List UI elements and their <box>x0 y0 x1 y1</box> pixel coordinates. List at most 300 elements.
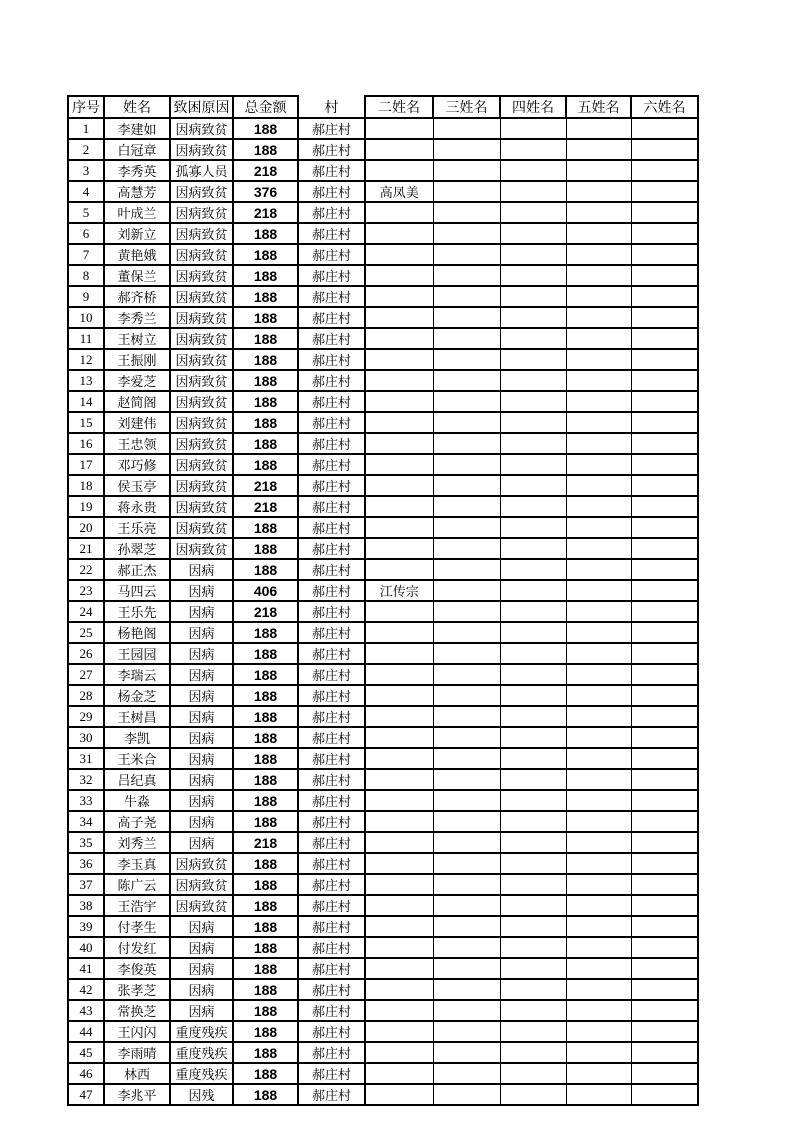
table-row <box>68 1084 698 1105</box>
cell-reason: 因病致贫 <box>170 181 233 202</box>
cell-reason: 孤寡人员 <box>170 160 233 181</box>
cell-village: 郝庄村 <box>298 832 365 853</box>
cell-name6 <box>631 979 698 1000</box>
cell-amount: 188 <box>233 685 298 706</box>
cell-name5 <box>566 244 631 265</box>
cell-name: 王振刚 <box>104 349 170 370</box>
cell-name6 <box>631 475 698 496</box>
cell-village: 郝庄村 <box>298 286 365 307</box>
cell-village: 郝庄村 <box>298 895 365 916</box>
cell-reason: 因病致贫 <box>170 139 233 160</box>
cell-name5 <box>566 664 631 685</box>
cell-name5 <box>566 349 631 370</box>
table-row <box>68 769 698 790</box>
cell-name3 <box>433 370 500 391</box>
table-row <box>68 643 698 664</box>
table-row <box>68 979 698 1000</box>
cell-reason: 因病 <box>170 832 233 853</box>
cell-name2 <box>365 538 433 559</box>
cell-name5 <box>566 475 631 496</box>
cell-name4 <box>500 1063 566 1084</box>
cell-name3 <box>433 769 500 790</box>
cell-name6 <box>631 832 698 853</box>
cell-village: 郝庄村 <box>298 139 365 160</box>
cell-index: 36 <box>68 853 104 874</box>
cell-reason: 因病 <box>170 559 233 580</box>
cell-reason: 因病 <box>170 979 233 1000</box>
cell-index: 19 <box>68 496 104 517</box>
cell-name5 <box>566 118 631 139</box>
column-header-name6: 六姓名 <box>631 96 698 118</box>
table-row <box>68 412 698 433</box>
cell-village: 郝庄村 <box>298 727 365 748</box>
cell-name4 <box>500 370 566 391</box>
cell-index: 15 <box>68 412 104 433</box>
cell-name5 <box>566 916 631 937</box>
cell-index: 39 <box>68 916 104 937</box>
cell-name: 林西 <box>104 1063 170 1084</box>
cell-name3 <box>433 916 500 937</box>
cell-name6 <box>631 454 698 475</box>
cell-reason: 因病 <box>170 748 233 769</box>
cell-index: 7 <box>68 244 104 265</box>
table-row <box>68 811 698 832</box>
table-row <box>68 1063 698 1084</box>
cell-reason: 因病 <box>170 622 233 643</box>
cell-village: 郝庄村 <box>298 244 365 265</box>
cell-name6 <box>631 328 698 349</box>
cell-name6 <box>631 601 698 622</box>
cell-name5 <box>566 391 631 412</box>
cell-name6 <box>631 958 698 979</box>
cell-name: 李建如 <box>104 118 170 139</box>
cell-amount: 188 <box>233 307 298 328</box>
cell-amount: 188 <box>233 895 298 916</box>
cell-village: 郝庄村 <box>298 622 365 643</box>
cell-reason: 因病 <box>170 685 233 706</box>
cell-amount: 218 <box>233 160 298 181</box>
cell-name4 <box>500 853 566 874</box>
cell-name2 <box>365 412 433 433</box>
cell-reason: 因病致贫 <box>170 496 233 517</box>
cell-name: 刘秀兰 <box>104 832 170 853</box>
cell-name6 <box>631 916 698 937</box>
cell-name3 <box>433 958 500 979</box>
cell-name: 常换芝 <box>104 1000 170 1021</box>
cell-index: 9 <box>68 286 104 307</box>
table-row <box>68 370 698 391</box>
cell-name: 杨金芝 <box>104 685 170 706</box>
cell-name3 <box>433 853 500 874</box>
cell-name3 <box>433 538 500 559</box>
cell-name5 <box>566 790 631 811</box>
header-row <box>68 96 698 118</box>
cell-name6 <box>631 790 698 811</box>
cell-village: 郝庄村 <box>298 412 365 433</box>
cell-name: 黄艳娥 <box>104 244 170 265</box>
cell-name6 <box>631 286 698 307</box>
cell-name5 <box>566 937 631 958</box>
cell-reason: 重度残疾 <box>170 1063 233 1084</box>
cell-name3 <box>433 517 500 538</box>
cell-amount: 188 <box>233 643 298 664</box>
cell-amount: 218 <box>233 832 298 853</box>
column-header-village: 村 <box>298 96 365 118</box>
cell-name: 王园园 <box>104 643 170 664</box>
cell-name5 <box>566 286 631 307</box>
table-row <box>68 139 698 160</box>
cell-reason: 因病致贫 <box>170 370 233 391</box>
cell-village: 郝庄村 <box>298 370 365 391</box>
cell-name6 <box>631 1021 698 1042</box>
cell-name5 <box>566 307 631 328</box>
cell-reason: 因病致贫 <box>170 538 233 559</box>
cell-reason: 因病 <box>170 580 233 601</box>
cell-index: 18 <box>68 475 104 496</box>
cell-name: 李秀英 <box>104 160 170 181</box>
cell-name4 <box>500 433 566 454</box>
cell-index: 26 <box>68 643 104 664</box>
cell-village: 郝庄村 <box>298 496 365 517</box>
column-header-name: 姓名 <box>104 96 170 118</box>
cell-name3 <box>433 349 500 370</box>
cell-name2 <box>365 559 433 580</box>
cell-index: 34 <box>68 811 104 832</box>
cell-amount: 188 <box>233 370 298 391</box>
cell-name4 <box>500 1042 566 1063</box>
cell-village: 郝庄村 <box>298 538 365 559</box>
cell-amount: 188 <box>233 349 298 370</box>
cell-name3 <box>433 1063 500 1084</box>
table-row <box>68 181 698 202</box>
table-row <box>68 538 698 559</box>
cell-index: 20 <box>68 517 104 538</box>
cell-name5 <box>566 643 631 664</box>
cell-amount: 188 <box>233 706 298 727</box>
table-row <box>68 517 698 538</box>
table-row <box>68 559 698 580</box>
cell-name4 <box>500 706 566 727</box>
cell-name4 <box>500 223 566 244</box>
cell-reason: 因病致贫 <box>170 349 233 370</box>
cell-village: 郝庄村 <box>298 349 365 370</box>
table-row <box>68 1042 698 1063</box>
cell-name6 <box>631 496 698 517</box>
cell-name2 <box>365 202 433 223</box>
table-row <box>68 601 698 622</box>
cell-name4 <box>500 1000 566 1021</box>
cell-name4 <box>500 643 566 664</box>
cell-name2 <box>365 748 433 769</box>
cell-village: 郝庄村 <box>298 916 365 937</box>
cell-name: 牛淼 <box>104 790 170 811</box>
cell-name3 <box>433 244 500 265</box>
cell-index: 5 <box>68 202 104 223</box>
cell-index: 32 <box>68 769 104 790</box>
cell-name3 <box>433 874 500 895</box>
table-row <box>68 202 698 223</box>
column-header-amount: 总金额 <box>233 96 298 118</box>
cell-amount: 188 <box>233 727 298 748</box>
cell-name2 <box>365 223 433 244</box>
cell-amount: 188 <box>233 937 298 958</box>
cell-reason: 因病 <box>170 790 233 811</box>
cell-name3 <box>433 181 500 202</box>
cell-name3 <box>433 643 500 664</box>
cell-index: 21 <box>68 538 104 559</box>
cell-village: 郝庄村 <box>298 937 365 958</box>
cell-reason: 因病致贫 <box>170 475 233 496</box>
cell-index: 42 <box>68 979 104 1000</box>
cell-name6 <box>631 874 698 895</box>
cell-name: 高慧芳 <box>104 181 170 202</box>
cell-name2 <box>365 664 433 685</box>
cell-name4 <box>500 601 566 622</box>
cell-name3 <box>433 475 500 496</box>
cell-amount: 188 <box>233 244 298 265</box>
cell-index: 1 <box>68 118 104 139</box>
cell-name6 <box>631 1000 698 1021</box>
cell-name2 <box>365 244 433 265</box>
cell-name: 王乐先 <box>104 601 170 622</box>
cell-index: 17 <box>68 454 104 475</box>
cell-village: 郝庄村 <box>298 118 365 139</box>
cell-village: 郝庄村 <box>298 958 365 979</box>
cell-name2 <box>365 1084 433 1105</box>
cell-amount: 188 <box>233 517 298 538</box>
cell-index: 28 <box>68 685 104 706</box>
cell-name2 <box>365 496 433 517</box>
cell-name3 <box>433 727 500 748</box>
cell-index: 22 <box>68 559 104 580</box>
cell-name2 <box>365 832 433 853</box>
table-row <box>68 937 698 958</box>
cell-index: 12 <box>68 349 104 370</box>
cell-index: 40 <box>68 937 104 958</box>
cell-name2 <box>365 328 433 349</box>
cell-name2 <box>365 118 433 139</box>
cell-name5 <box>566 979 631 1000</box>
cell-village: 郝庄村 <box>298 979 365 1000</box>
cell-village: 郝庄村 <box>298 790 365 811</box>
table-row <box>68 433 698 454</box>
cell-name3 <box>433 223 500 244</box>
cell-village: 郝庄村 <box>298 328 365 349</box>
cell-index: 3 <box>68 160 104 181</box>
table-row <box>68 685 698 706</box>
cell-index: 11 <box>68 328 104 349</box>
cell-name3 <box>433 286 500 307</box>
cell-reason: 因病致贫 <box>170 517 233 538</box>
cell-reason: 因病 <box>170 643 233 664</box>
table-row <box>68 853 698 874</box>
cell-name6 <box>631 1084 698 1105</box>
cell-index: 6 <box>68 223 104 244</box>
cell-reason: 因病致贫 <box>170 202 233 223</box>
cell-reason: 因病致贫 <box>170 244 233 265</box>
cell-name: 李兆平 <box>104 1084 170 1105</box>
cell-village: 郝庄村 <box>298 160 365 181</box>
cell-name4 <box>500 538 566 559</box>
cell-reason: 因病致贫 <box>170 853 233 874</box>
table-row <box>68 496 698 517</box>
cell-village: 郝庄村 <box>298 580 365 601</box>
cell-reason: 因病致贫 <box>170 874 233 895</box>
table-row <box>68 748 698 769</box>
cell-name2 <box>365 307 433 328</box>
cell-name: 郝齐桥 <box>104 286 170 307</box>
cell-name: 王乐亮 <box>104 517 170 538</box>
cell-name4 <box>500 496 566 517</box>
cell-name2 <box>365 265 433 286</box>
cell-name6 <box>631 1063 698 1084</box>
cell-amount: 188 <box>233 391 298 412</box>
cell-amount: 188 <box>233 538 298 559</box>
cell-name3 <box>433 580 500 601</box>
cell-name: 刘建伟 <box>104 412 170 433</box>
cell-index: 13 <box>68 370 104 391</box>
cell-village: 郝庄村 <box>298 517 365 538</box>
cell-amount: 188 <box>233 769 298 790</box>
cell-index: 16 <box>68 433 104 454</box>
table-row <box>68 1021 698 1042</box>
cell-name5 <box>566 580 631 601</box>
cell-amount: 188 <box>233 1063 298 1084</box>
cell-village: 郝庄村 <box>298 1042 365 1063</box>
cell-village: 郝庄村 <box>298 475 365 496</box>
cell-index: 37 <box>68 874 104 895</box>
cell-name: 王树立 <box>104 328 170 349</box>
cell-name4 <box>500 307 566 328</box>
cell-village: 郝庄村 <box>298 769 365 790</box>
cell-name5 <box>566 769 631 790</box>
cell-name2 <box>365 475 433 496</box>
cell-village: 郝庄村 <box>298 223 365 244</box>
cell-name4 <box>500 874 566 895</box>
cell-name4 <box>500 937 566 958</box>
cell-reason: 因病致贫 <box>170 412 233 433</box>
cell-reason: 因病 <box>170 916 233 937</box>
cell-name3 <box>433 664 500 685</box>
cell-village: 郝庄村 <box>298 1063 365 1084</box>
cell-name2 <box>365 727 433 748</box>
cell-name2 <box>365 517 433 538</box>
cell-amount: 188 <box>233 118 298 139</box>
cell-village: 郝庄村 <box>298 748 365 769</box>
cell-name6 <box>631 727 698 748</box>
cell-name5 <box>566 958 631 979</box>
cell-index: 31 <box>68 748 104 769</box>
cell-reason: 因病致贫 <box>170 391 233 412</box>
cell-amount: 188 <box>233 454 298 475</box>
cell-reason: 因病致贫 <box>170 433 233 454</box>
cell-village: 郝庄村 <box>298 643 365 664</box>
cell-name: 李秀兰 <box>104 307 170 328</box>
table-row <box>68 706 698 727</box>
cell-name: 王米合 <box>104 748 170 769</box>
cell-village: 郝庄村 <box>298 1000 365 1021</box>
cell-name5 <box>566 181 631 202</box>
cell-name5 <box>566 1000 631 1021</box>
cell-name6 <box>631 349 698 370</box>
table-row <box>68 328 698 349</box>
cell-name3 <box>433 790 500 811</box>
cell-name: 叶成兰 <box>104 202 170 223</box>
cell-name5 <box>566 1042 631 1063</box>
cell-name: 李俊英 <box>104 958 170 979</box>
cell-index: 44 <box>68 1021 104 1042</box>
cell-name6 <box>631 538 698 559</box>
cell-name: 高子尧 <box>104 811 170 832</box>
cell-name5 <box>566 874 631 895</box>
table-row <box>68 244 698 265</box>
cell-amount: 406 <box>233 580 298 601</box>
cell-name6 <box>631 580 698 601</box>
cell-name6 <box>631 643 698 664</box>
cell-name2 <box>365 853 433 874</box>
cell-name6 <box>631 181 698 202</box>
cell-amount: 218 <box>233 475 298 496</box>
cell-reason: 重度残疾 <box>170 1042 233 1063</box>
cell-amount: 376 <box>233 181 298 202</box>
cell-name5 <box>566 853 631 874</box>
cell-name5 <box>566 727 631 748</box>
cell-reason: 因病致贫 <box>170 307 233 328</box>
table-row <box>68 622 698 643</box>
cell-amount: 188 <box>233 328 298 349</box>
cell-name5 <box>566 412 631 433</box>
cell-name2 <box>365 1063 433 1084</box>
cell-name: 白冠章 <box>104 139 170 160</box>
cell-name2 <box>365 601 433 622</box>
cell-name5 <box>566 706 631 727</box>
table-row <box>68 475 698 496</box>
cell-name4 <box>500 979 566 1000</box>
cell-name: 刘新立 <box>104 223 170 244</box>
cell-reason: 因残 <box>170 1084 233 1105</box>
cell-name4 <box>500 622 566 643</box>
cell-amount: 188 <box>233 853 298 874</box>
cell-index: 23 <box>68 580 104 601</box>
cell-index: 35 <box>68 832 104 853</box>
cell-name5 <box>566 496 631 517</box>
cell-reason: 因病致贫 <box>170 895 233 916</box>
cell-name5 <box>566 622 631 643</box>
cell-name3 <box>433 685 500 706</box>
cell-name3 <box>433 706 500 727</box>
cell-name: 李爱芝 <box>104 370 170 391</box>
roster-table <box>67 95 699 1106</box>
cell-amount: 188 <box>233 1000 298 1021</box>
cell-name3 <box>433 307 500 328</box>
cell-reason: 因病致贫 <box>170 454 233 475</box>
cell-name3 <box>433 328 500 349</box>
cell-village: 郝庄村 <box>298 559 365 580</box>
cell-reason: 因病 <box>170 727 233 748</box>
cell-name2 <box>365 895 433 916</box>
cell-name6 <box>631 622 698 643</box>
cell-name2 <box>365 874 433 895</box>
cell-name: 马四云 <box>104 580 170 601</box>
cell-name6 <box>631 748 698 769</box>
cell-name4 <box>500 958 566 979</box>
cell-amount: 188 <box>233 286 298 307</box>
table-row <box>68 958 698 979</box>
table-row <box>68 916 698 937</box>
cell-name5 <box>566 139 631 160</box>
table-row <box>68 580 698 601</box>
cell-name4 <box>500 664 566 685</box>
